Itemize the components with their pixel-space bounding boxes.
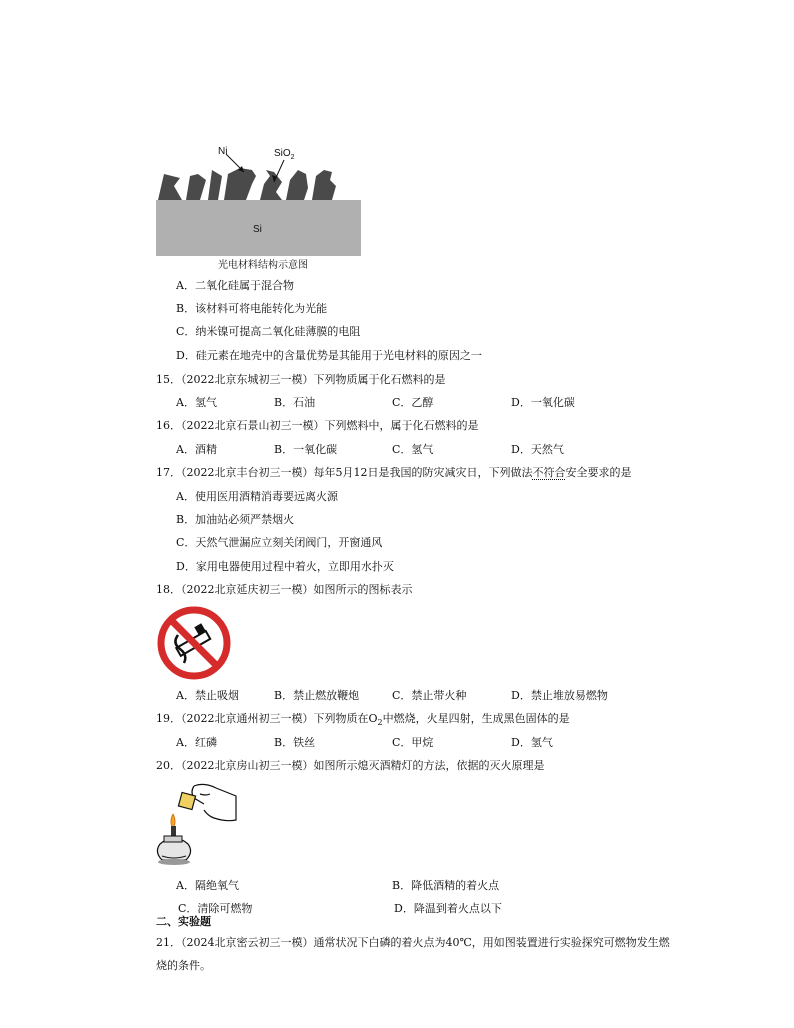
q19-o2-subscript: 2	[377, 718, 383, 728]
q20-option-c: C．清除可燃物	[178, 902, 253, 915]
q15-option-b: B．石油	[274, 396, 316, 409]
q15-option-d: D．一氧化碳	[511, 396, 575, 409]
q17-option-d: D．家用电器使用过程中着火，立即用水扑灭	[176, 560, 394, 573]
alcohol-lamp-figure	[154, 780, 238, 870]
q19-option-c: C．甲烷	[392, 736, 434, 749]
figure14-caption: 光电材料结构示意图	[218, 260, 308, 271]
q14-option-d: D．硅元素在地壳中的含量优势是其能用于光电材料的原因之一	[176, 349, 482, 362]
q18-option-a: A．禁止吸烟	[176, 689, 239, 702]
q14-option-b: B．该材料可将电能转化为光能	[176, 302, 328, 315]
q16-option-a: A．酒精	[176, 443, 217, 456]
q20-option-d: D．降温到着火点以下	[394, 902, 502, 915]
q20-option-b: B．降低酒精的着火点	[392, 879, 500, 892]
q17-emphasis: 不符合	[532, 466, 566, 479]
hand-with-cap-icon	[178, 784, 236, 820]
q17-option-c: C．天然气泄漏应立刻关闭阀门，开窗通风	[176, 536, 383, 549]
q16-option-c: C．氢气	[392, 443, 434, 456]
q20-option-a: A．隔绝氧气	[176, 879, 239, 892]
q16-option-b: B．一氧化碳	[274, 443, 338, 456]
q18-stem: 18．（2022北京延庆初三一模）如图所示的图标表示	[156, 583, 413, 596]
q17-option-b: B．加油站必须严禁烟火	[176, 513, 295, 526]
q14-option-a: A．二氧化硅属于混合物	[176, 279, 294, 292]
q18-option-d: D．禁止堆放易燃物	[511, 689, 608, 702]
q15-stem: 15．（2022北京东城初三一模）下列物质属于化石燃料的是	[156, 373, 446, 386]
q15-option-a: A．氢气	[176, 396, 217, 409]
sio2-label: SiO$_2$	[274, 148, 295, 161]
no-smoking-sign-icon	[156, 605, 232, 681]
q17-stem	[156, 464, 632, 480]
q17-stem-tail: 安全要求的是	[565, 466, 632, 479]
q16-option-d: D．天然气	[511, 443, 564, 456]
q15-option-c: C．乙醇	[392, 396, 434, 409]
section-title-experiments: 二、实验题	[156, 915, 211, 928]
q17-option-a: A．使用医用酒精消毒要远离火源	[176, 490, 338, 503]
sio2-crystals	[158, 168, 336, 200]
q17-stem-text: 17．（2022北京丰台初三一模）每年5月12日是我国的防灾减灾日，下列做法	[156, 466, 533, 479]
q19-option-b: B．铁丝	[274, 736, 316, 749]
q16-stem: 16．（2022北京石景山初三一模）下列燃料中，属于化石燃料的是	[156, 419, 479, 432]
q19-option-d: D．氢气	[511, 736, 553, 749]
q21-stem-line1: 21．（2024北京密云初三一模）通常状况下白磷的着火点为40℃，用如图装置进行实验探究可燃物发生燃	[156, 936, 670, 949]
alcohol-lamp-icon	[157, 814, 190, 865]
q19-stem	[156, 710, 570, 727]
q19-stem-tail: 中燃烧，火星四射，生成黑色固体的是	[382, 712, 570, 725]
photoelectric-structure-figure	[156, 140, 362, 258]
q19-option-a: A．红磷	[176, 736, 217, 749]
si-label: Si	[253, 224, 262, 235]
q18-option-c: C．禁止带火种	[392, 689, 467, 702]
q21-stem-line2: 烧的条件。	[156, 959, 211, 972]
ni-label: Ni	[218, 146, 228, 157]
q19-stem-text: 19．（2022北京通州初三一模）下列物质在O	[156, 712, 378, 725]
q20-stem: 20．（2022北京房山初三一模）如图所示熄灭酒精灯的方法，依据的灭火原理是	[156, 759, 545, 772]
q18-option-b: B．禁止燃放鞭炮	[274, 689, 360, 702]
q14-option-c: C．纳米镍可提高二氧化硅薄膜的电阻	[176, 325, 361, 338]
